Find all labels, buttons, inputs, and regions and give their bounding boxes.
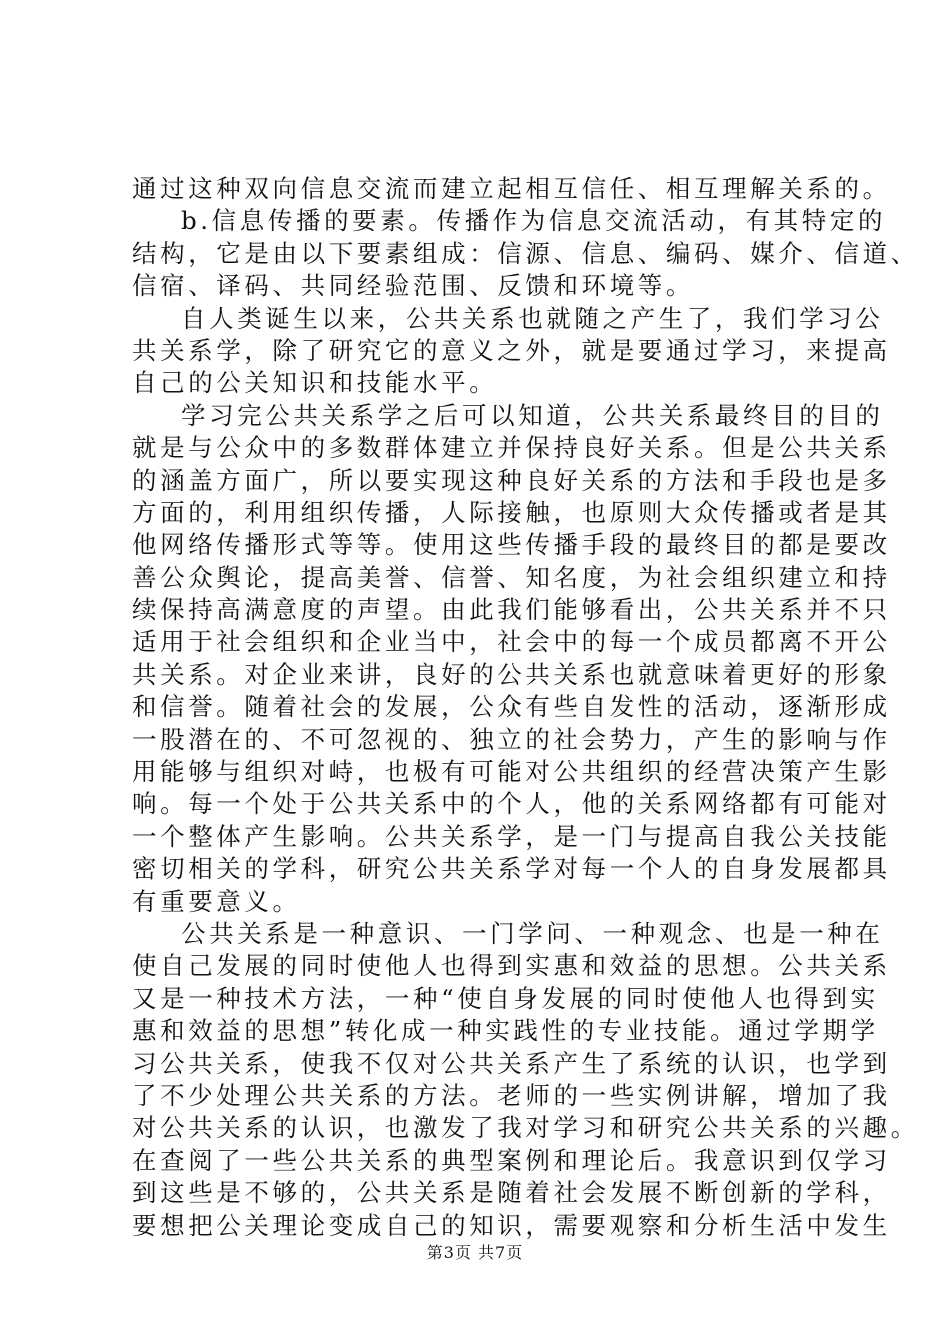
text-line: 方面的，利用组织传播，人际接触，也原则大众传播或者是其: [132, 497, 891, 527]
text-line: 了不少处理公共关系的方法。老师的一些实例讲解，增加了我: [132, 1080, 891, 1110]
text-line: 惠和效益的思想”转化成一种实践性的专业技能。通过学期学: [132, 1016, 879, 1046]
text-line: 习公共关系，使我不仅对公共关系产生了系统的认识，也学到: [132, 1048, 891, 1078]
text-line: 通过这种双向信息交流而建立起相互信任、相互理解关系的。: [132, 174, 891, 203]
text-line: 密切相关的学科，研究公共关系学对每一个人的自身发展都具: [132, 854, 891, 884]
text-line: 公共关系是一种意识、一门学问、一种观念、也是一种在: [181, 918, 884, 948]
text-line: 对公共关系的认识，也激发了我对学习和研究公共关系的兴趣。: [132, 1113, 919, 1143]
text-line: 和信誉。随着社会的发展，公众有些自发性的活动，逐渐形成: [132, 692, 891, 722]
text-line: 自人类诞生以来，公共关系也就随之产生了，我们学习公: [181, 303, 884, 333]
text-line: 一股潜在的、不可忽视的、独立的社会势力，产生的影响与作: [132, 724, 891, 754]
text-line: 信宿、译码、共同经验范围、反馈和环境等。: [132, 271, 694, 301]
text-line: 到这些是不够的，公共关系是随着社会发展不断创新的学科，: [132, 1178, 891, 1208]
text-line: b.信息传播的要素。传播作为信息交流活动，有其特定的: [181, 206, 887, 236]
page-number-footer: 第3页 共7页: [426, 1243, 524, 1262]
text-line: 又是一种技术方法，一种“使自身发展的同时使他人也得到实: [132, 983, 879, 1013]
text-line: 自己的公关知识和技能水平。: [132, 368, 498, 398]
text-line: 用能够与组织对峙，也极有可能对公共组织的经营决策产生影: [132, 757, 891, 787]
text-line: 使自己发展的同时使他人也得到实惠和效益的思想。公共关系: [132, 951, 891, 981]
body-text: [132, 173, 919, 1242]
text-line: 就是与公众中的多数群体建立并保持良好关系。但是公共关系: [132, 433, 891, 463]
text-line: 一个整体产生影响。公共关系学，是一门与提高自我公关技能: [132, 821, 891, 851]
text-line: 结构，它是由以下要素组成：信源、信息、编码、媒介、信道、: [132, 238, 919, 268]
text-line: 在查阅了一些公共关系的典型案例和理论后。我意识到仅学习: [132, 1145, 891, 1175]
text-line: 学习完公共关系学之后可以知道，公共关系最终目的目的: [181, 400, 884, 430]
text-line: 共关系学，除了研究它的意义之外，就是要通过学习，来提高: [132, 335, 891, 365]
text-line: 善公众舆论，提高美誉、信誉、知名度，为社会组织建立和持: [132, 562, 891, 592]
text-line: 续保持高满意度的声望。由此我们能够看出，公共关系并不只: [132, 595, 891, 625]
text-line: 适用于社会组织和企业当中，社会中的每一个成员都离不开公: [132, 627, 891, 657]
text-line: 响。每一个处于公共关系中的个人，他的关系网络都有可能对: [132, 789, 891, 819]
text-line: 的涵盖方面广，所以要实现这种良好关系的方法和手段也是多: [132, 465, 891, 495]
text-line: 他网络传播形式等等。使用这些传播手段的最终目的都是要改: [132, 530, 891, 560]
text-line: 要想把公关理论变成自己的知识，需要观察和分析生活中发生: [132, 1210, 891, 1240]
text-line: 有重要意义。: [132, 886, 301, 916]
text-line: 共关系。对企业来讲，良好的公共关系也就意味着更好的形象: [132, 659, 891, 689]
